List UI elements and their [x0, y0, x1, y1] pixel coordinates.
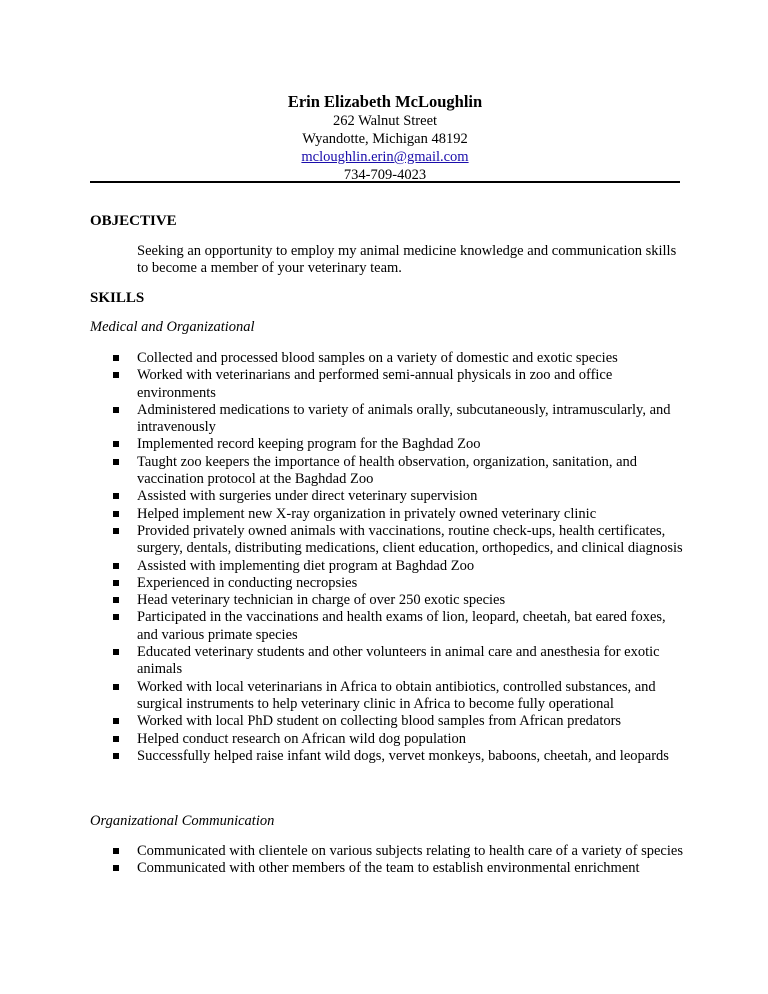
medical-subheading: Medical and Organizational — [90, 319, 255, 335]
applicant-name: Erin Elizabeth McLoughlin — [287, 92, 483, 111]
list-item — [113, 402, 683, 437]
list-item-text: Experienced in conducting necropsies — [137, 574, 358, 591]
list-item — [113, 644, 683, 679]
bullet-square-icon — [113, 493, 119, 499]
medical-skills-list — [113, 350, 683, 765]
list-item — [113, 609, 683, 644]
list-item-text: Worked with local PhD student on collecting blood samples from African predators — [137, 713, 622, 730]
list-item-text: Communicated with other members of the team to establish environmental enrichment — [137, 860, 640, 877]
skills-heading: SKILLS — [90, 290, 145, 306]
header-divider — [90, 181, 680, 183]
list-item-text: Worked with local veterinarians in Africa to obtain antibiotics, controlled substances, and surgical instruments to help veterinary clinic in Africa to become fully operational — [137, 678, 656, 712]
bullet-square-icon — [113, 753, 119, 759]
bullet-square-icon — [113, 597, 119, 603]
bullet-square-icon — [113, 718, 119, 724]
bullet-square-icon — [113, 848, 119, 854]
list-item — [113, 523, 683, 558]
bullet-square-icon — [113, 528, 119, 534]
list-item-text: Administered medications to variety of animals orally, subcutaneously, intramuscularly, and intravenously — [137, 401, 671, 436]
list-item-text: Successfully helped raise infant wild dogs, vervet monkeys, baboons, cheetah, and leopards — [137, 747, 669, 764]
list-item — [113, 506, 683, 523]
list-item-text: Educated veterinary students and other volunteers in animal care and anesthesia for exotic animals — [137, 644, 660, 678]
bullet-square-icon — [113, 614, 119, 620]
list-item — [113, 748, 683, 765]
bullet-square-icon — [113, 372, 119, 378]
list-item-text: Participated in the vaccinations and health exams of lion, leopard, cheetah, bat eared foxes, and various primate species — [137, 609, 666, 643]
bullet-square-icon — [113, 580, 119, 586]
list-item-text: Helped implement new X-ray organization in privately owned veterinary clinic — [137, 505, 597, 522]
list-item — [113, 367, 683, 402]
list-item-text: Collected and processed blood samples on a variety of domestic and exotic species — [137, 350, 618, 366]
list-item — [113, 575, 683, 592]
list-item-text: Implemented record keeping program for the Baghdad Zoo — [137, 436, 481, 453]
list-item — [113, 350, 683, 367]
list-item-text: Taught zoo keepers the importance of health observation, organization, sanitation, and vaccination protocol at the Baghdad Zoo — [137, 453, 638, 488]
bullet-square-icon — [113, 355, 119, 361]
list-item-text: Head veterinary technician in charge of over 250 exotic species — [137, 592, 506, 609]
contact-header — [90, 92, 680, 184]
list-item — [113, 558, 683, 575]
list-item — [113, 843, 683, 860]
list-item — [113, 454, 683, 489]
bullet-square-icon — [113, 649, 119, 655]
bullet-square-icon — [113, 441, 119, 447]
list-item — [113, 860, 683, 877]
list-item-text: Communicated with clientele on various subjects relating to health care of a variety of species — [137, 843, 683, 859]
bullet-square-icon — [113, 511, 119, 517]
list-item-text: Assisted with implementing diet program at Baghdad Zoo — [137, 557, 475, 574]
list-item-text: Assisted with surgeries under direct veterinary supervision — [137, 488, 478, 505]
bullet-square-icon — [113, 736, 119, 742]
city-state-zip: Wyandotte, Michigan 48192 — [302, 131, 468, 147]
bullet-square-icon — [113, 407, 119, 413]
list-item — [113, 488, 683, 505]
bullet-square-icon — [113, 865, 119, 871]
list-item-text: Worked with veterinarians and performed semi-annual physicals in zoo and office environments — [137, 367, 613, 401]
street-address: 262 Walnut Street — [332, 113, 438, 129]
communication-skills-list — [113, 843, 683, 878]
bullet-square-icon — [113, 684, 119, 690]
list-item — [113, 679, 683, 714]
list-item — [113, 436, 683, 453]
list-item — [113, 731, 683, 748]
list-item — [113, 713, 683, 730]
list-item — [113, 592, 683, 609]
bullet-square-icon — [113, 459, 119, 465]
objective-text: Seeking an opportunity to employ my animal medicine knowledge and communication skills to become a member of your veterinary team. — [137, 243, 677, 277]
communication-subheading: Organizational Communication — [90, 813, 275, 829]
bullet-square-icon — [113, 563, 119, 569]
list-item-text: Provided privately owned animals with vaccinations, routine check-ups, health certificates, surgery, dentals, distributing medications, client education, orthopedics, and clinical diagnosis — [137, 522, 683, 557]
objective-heading: OBJECTIVE — [90, 213, 177, 229]
phone-number: 734-709-4023 — [343, 167, 427, 183]
list-item-text: Helped conduct research on African wild dog population — [137, 730, 466, 747]
email-link[interactable]: mcloughlin.erin@gmail.com — [301, 149, 469, 165]
